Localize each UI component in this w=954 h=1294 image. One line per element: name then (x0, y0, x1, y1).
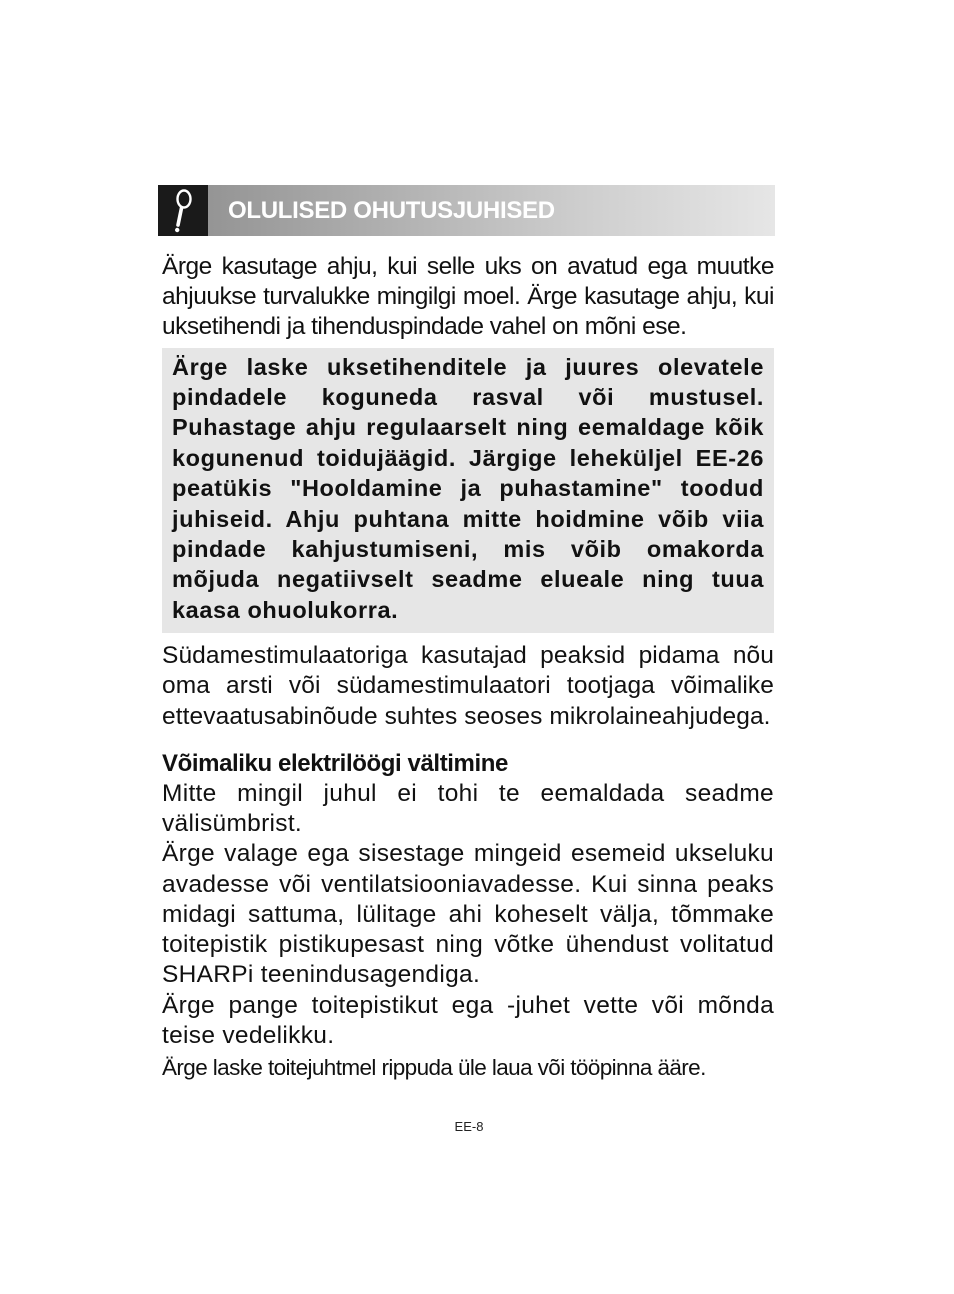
page-content (162, 252, 774, 1083)
paragraph-pacemaker: Südamestimulaatoriga kasutajad peaksid pidama nõu oma arsti või südamestimulaatori tootjaga võimalike ettevaatusabinõude suhtes seoses mikrolaineahjudega. (162, 642, 774, 730)
paragraph-door-safety: Ärge kasutage ahju, kui selle uks on avatud ega muutke ahjuukse turvalukke mingilgi moel. Ärge kasutage ahju, kui uksetihendi ja tihenduspindade vahel on mõni ese. (162, 253, 774, 341)
section-title: OLULISED OHUTUSJUHISED (228, 197, 555, 224)
warning-box (162, 348, 774, 634)
exclamation-icon (158, 185, 208, 236)
paragraph-casing: Mitte mingil juhul ei tohi te eemaldada seadme välisümbrist. (162, 780, 774, 838)
paragraph-liquid: Ärge pange toitepistikut ega -juhet vette või mõnda teise vedelikku. (162, 991, 774, 1049)
paragraph-openings: Ärge valage ega sisestage mingeid esemeid ukseluku avadesse või ventilatsiooniavadesse. Kui sinna peaks midagi sattuma, lülitage ahi koheselt välja, tõmmake toitepistik pistikupesast ning võtke ühendust volitatud SHARPi teenindusagendiga. (162, 840, 774, 989)
page-number: EE-8 (454, 1119, 484, 1134)
subheading-electric-shock: Võimaliku elektrilöögi vältimine (162, 749, 508, 777)
warning-text: Ärge laske uksetihenditele ja juures olevatele pindadele koguneda rasval või mustusel. Puhastage ahju regulaarselt ning eemaldage kõik kogunenud toidujäägid. Järgige leheküljel EE-26 peatükis "Hooldamine ja puhastamine" toodud juhiseid. Ahju puhtana mitte hoidmine võib viia pindade kahjustumiseni, mis võib omakorda mõjuda negatiivselt seadme elueale ning tuua kaasa ohuolukorra. (172, 353, 764, 623)
section-header (158, 185, 775, 236)
paragraph-cord: Ärge laske toitejuhtmel rippuda üle laua või tööpinna ääre. (162, 1054, 706, 1080)
